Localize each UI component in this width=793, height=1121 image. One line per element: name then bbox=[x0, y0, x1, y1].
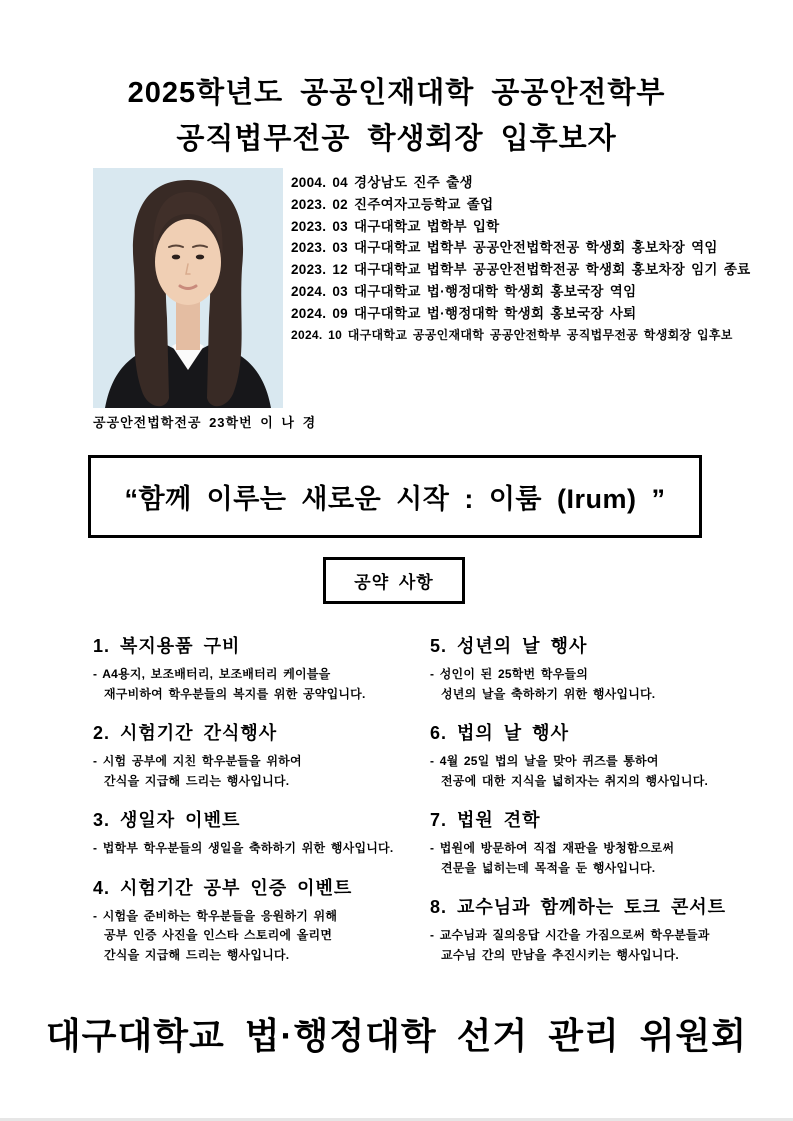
pledge-line: 성년의 날을 축하하기 위한 행사입니다. bbox=[441, 686, 656, 701]
footer-committee: 대구대학교 법·행정대학 선거 관리 위원회 bbox=[45, 1015, 748, 1056]
pledge-section-4 bbox=[93, 878, 423, 966]
pledge-title: 8. 교수님과 함께하는 토크 콘서트 bbox=[430, 897, 727, 917]
portrait-illustration bbox=[93, 168, 283, 408]
pledge-title: 4. 시험기간 공부 인증 이벤트 bbox=[93, 877, 353, 898]
history-item: 2023. 02 진주여자고등학교 졸업 bbox=[291, 196, 494, 212]
pledge-title: 5. 성년의 날 행사 bbox=[430, 636, 588, 656]
history-item: 2024. 09 대구대학교 법·행정대학 학생회 홍보국장 사퇴 bbox=[291, 305, 637, 321]
pledge-section-8 bbox=[430, 897, 775, 965]
pledge-line: 간식을 지급해 드리는 행사입니다. bbox=[104, 773, 290, 788]
page-title bbox=[0, 70, 793, 162]
pledge-section-1 bbox=[93, 636, 423, 704]
title-line2: 공직법무전공 학생회장 입후보자 bbox=[176, 123, 617, 155]
pledge-line: 공부 인증 사진을 인스타 스토리에 올리면 bbox=[104, 928, 333, 942]
pledges-header-box bbox=[323, 557, 465, 604]
pledge-section-5 bbox=[430, 636, 775, 704]
pledge-section-3 bbox=[93, 810, 423, 859]
candidate-photo bbox=[93, 168, 283, 408]
pledge-line: 간식을 지급해 드리는 행사입니다. bbox=[104, 947, 290, 962]
title-line1: 2025학년도 공공인재대학 공공안전학부 bbox=[127, 77, 666, 109]
pledge-line: - 성인이 된 25학번 학우들의 bbox=[430, 667, 589, 681]
pledge-line: 전공에 대한 지식을 넓히자는 취지의 행사입니다. bbox=[441, 773, 709, 788]
pledge-line: 재구비하여 학우분들의 복지를 위한 공약입니다. bbox=[104, 686, 366, 701]
pledge-section-2 bbox=[93, 723, 423, 791]
pledge-line: - 법학부 학우분들의 생일을 축하하기 위한 행사입니다. bbox=[93, 841, 394, 855]
pledge-title: 1. 복지용품 구비 bbox=[93, 636, 241, 656]
history-list bbox=[291, 172, 771, 346]
pledge-title: 7. 법원 견학 bbox=[430, 810, 541, 830]
pledges-header-label: 공약 사항 bbox=[354, 573, 434, 592]
slogan-box bbox=[88, 455, 702, 538]
pledge-section-6 bbox=[430, 723, 775, 791]
pledge-line: - 법원에 방문하여 직접 재판을 방청함으로써 bbox=[430, 841, 675, 855]
pledge-title: 2. 시험기간 간식행사 bbox=[93, 723, 278, 743]
pledge-title: 3. 생일자 이벤트 bbox=[93, 810, 241, 830]
history-item: 2023. 03 대구대학교 법학부 입학 bbox=[291, 218, 500, 234]
history-item: 2004. 04 경상남도 진주 출생 bbox=[291, 175, 473, 190]
pledge-line: 교수님 간의 만남을 추진시키는 행사입니다. bbox=[441, 947, 679, 962]
history-item: 2024. 03 대구대학교 법·행정대학 학생회 홍보국장 역임 bbox=[291, 283, 637, 299]
history-item: 2023. 12 대구대학교 법학부 공공안전법학전공 학생회 홍보차장 임기 종료 bbox=[291, 262, 751, 278]
pledge-line: - 시험 공부에 지친 학우분들을 위하여 bbox=[93, 754, 302, 768]
pledge-section-7 bbox=[430, 810, 775, 878]
history-item: 2024. 10 대구대학교 공공인재대학 공공안전학부 공직법무전공 학생회장 입후보 bbox=[291, 327, 733, 342]
pledge-line: - A4용지, 보조배터리, 보조배터리 케이블을 bbox=[93, 667, 331, 681]
photo-caption: 공공안전법학전공 23학번 이 나 경 bbox=[93, 415, 317, 430]
pledge-line: - 시험을 준비하는 학우분들을 응원하기 위해 bbox=[93, 908, 338, 923]
history-item: 2023. 03 대구대학교 법학부 공공안전법학전공 학생회 홍보차장 역임 bbox=[291, 240, 718, 256]
slogan-text: “함께 이루는 새로운 시작 : 이룸 (Irum) ” bbox=[124, 484, 666, 514]
pledge-line: 견문을 넓히는데 목적을 둔 행사입니다. bbox=[441, 860, 656, 875]
pledge-line: - 교수님과 질의응답 시간을 가짐으로써 학우분들과 bbox=[430, 928, 710, 942]
pledges-column-right bbox=[430, 636, 775, 984]
pledges-column-left bbox=[93, 636, 423, 984]
pledge-title: 6. 법의 날 행사 bbox=[430, 723, 569, 743]
pledge-line: - 4월 25일 법의 날을 맞아 퀴즈를 통하여 bbox=[430, 754, 659, 768]
